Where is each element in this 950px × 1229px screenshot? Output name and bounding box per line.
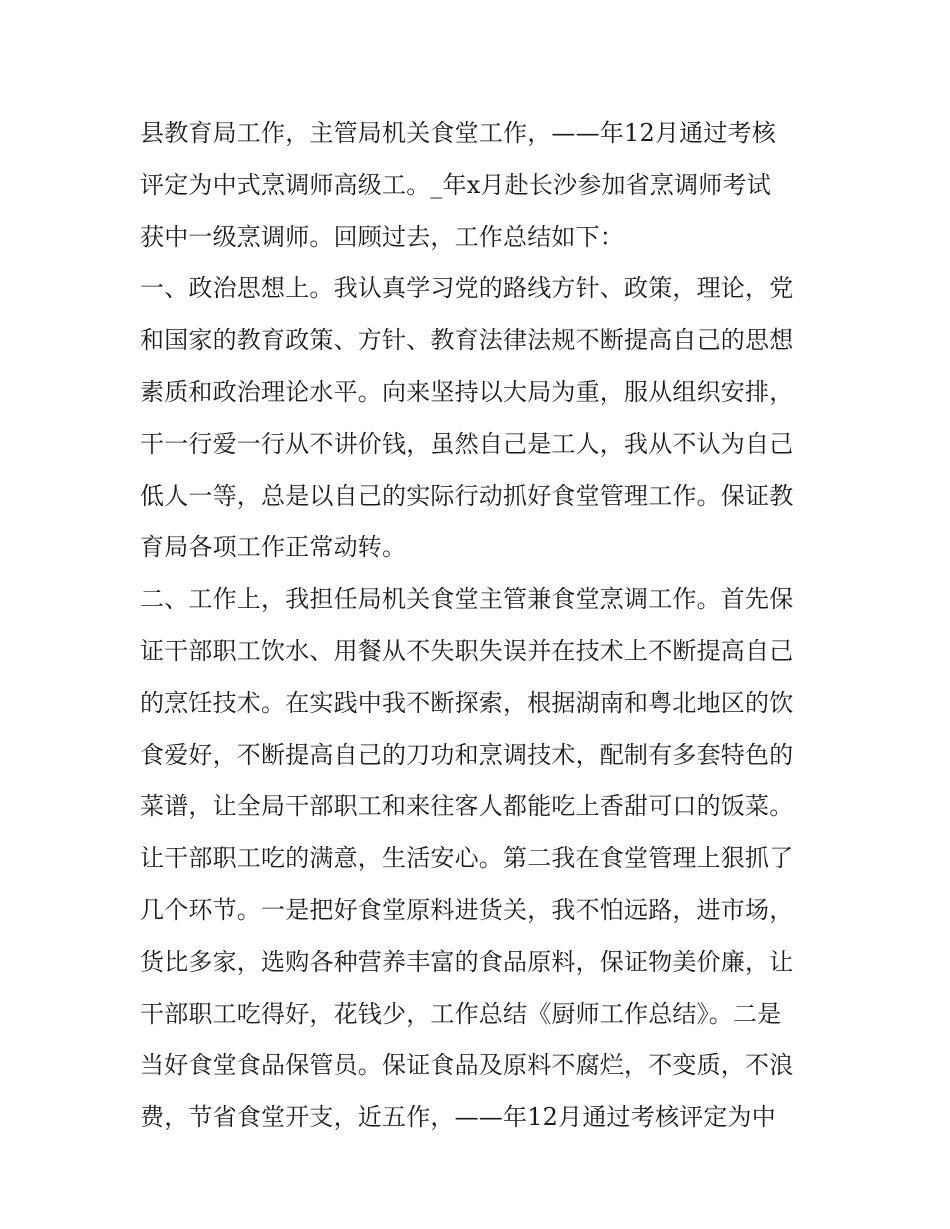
- text-line: 的烹饪技术。在实践中我不断探索，根据湖南和粤北地区的饮: [140, 688, 794, 717]
- text-line: 干部职工吃得好，花钱少，工作总结《厨师工作总结》。二是: [140, 999, 782, 1028]
- text-line: 育局各项工作正常动转。: [140, 533, 407, 562]
- text-line: 县教育局工作，主管局机关食堂工作，——年12月通过考核: [140, 119, 776, 147]
- body-text: [140, 108, 820, 1144]
- text-line: 食爱好，不断提高自己的刀功和烹调技术，配制有多套特色的: [140, 740, 794, 769]
- text-line: 一、政治思想上。我认真学习党的路线方针、政策，理论，党: [140, 274, 794, 303]
- text-line: 菜谱，让全局干部职工和来往客人都能吃上香甜可口的饭菜。: [140, 792, 794, 821]
- text-line: 和国家的教育政策、方针、教育法律法规不断提高自己的思想: [140, 326, 794, 355]
- text-line: 获中一级烹调师。回顾过去，工作总结如下：: [140, 222, 624, 251]
- text-line: 干一行爱一行从不讲价钱，虽然自己是工人，我从不认为自己: [140, 429, 794, 458]
- text-line: 几个环节。一是把好食堂原料进货关，我不怕远路，进市场，: [140, 895, 794, 924]
- text-line: 证干部职工饮水、用餐从不失职失误并在技术上不断提高自己: [140, 636, 794, 665]
- text-line: 让干部职工吃的满意，生活安心。第二我在食堂管理上狠抓了: [140, 844, 794, 873]
- text-line: 二、工作上，我担任局机关食堂主管兼食堂烹调工作。首先保: [140, 585, 794, 614]
- text-line: 当好食堂食品保管员。保证食品及原料不腐烂，不变质，不浪: [140, 1051, 794, 1080]
- text-line: 费，节省食堂开支，近五作，——年12月通过考核评定为中: [140, 1103, 776, 1132]
- text-line: 低人一等，总是以自己的实际行动抓好食堂管理工作。保证教: [140, 481, 794, 510]
- text-line: 货比多家，选购各种营养丰富的食品原料，保证物美价廉，让: [140, 947, 794, 976]
- text-line: 评定为中式烹调师高级工。_年x月赴长沙参加省烹调师考试: [140, 170, 771, 199]
- text-line: 素质和政治理论水平。向来坚持以大局为重，服从组织安排，: [140, 377, 794, 406]
